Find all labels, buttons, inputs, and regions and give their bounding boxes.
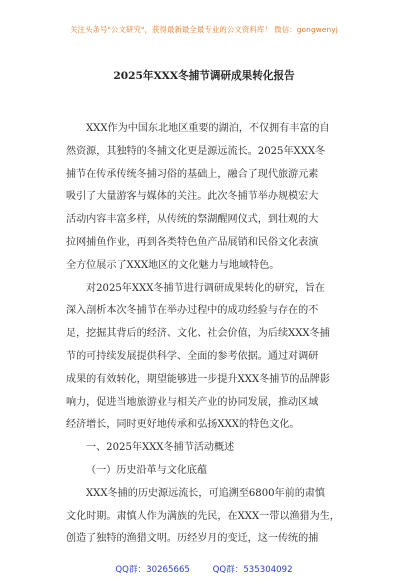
paragraph-line: 节的可持续发展提供科学、全面的参考依据。通过对调研 (66, 350, 319, 362)
footer-qq-group-1: QQ群：30265665 (115, 565, 190, 575)
document-title: 2025年XXX冬捕节调研成果转化报告 (113, 70, 295, 82)
paragraph-line: 然资源，其独特的冬捕文化更是源远流长。2025年XXX冬 (66, 145, 326, 157)
paragraph-line: 足，挖掘其背后的经济、文化、社会价值，为后续XXX冬捕 (66, 328, 330, 340)
paragraph-line: XXX冬捕的历史源远流长，可追溯至6800年前的肃慎 (86, 487, 326, 499)
paragraph-line: 全方位展示了XXX地区的文化魅力与地域特色。 (66, 259, 280, 271)
paragraph-line: 捕节在传承传统冬捕习俗的基础上，融合了现代旅游元素 (66, 168, 319, 180)
paragraph-line: XXX作为中国东北地区重要的湖泊，不仅拥有丰富的自 (86, 123, 330, 134)
paragraph-line: 文化时期。肃慎人作为满族的先民，在XXX一带以渔猎为生， (66, 510, 340, 522)
document-body (66, 118, 354, 551)
paragraph-line: 吸引了大量游客与媒体的关注。此次冬捕节举办规模宏大 (66, 191, 319, 203)
footer (0, 563, 408, 575)
paragraph-line: 经济增长，同时更好地传承和弘扬XXX的特色文化。 (66, 419, 300, 431)
paragraph-line: 对2025年XXX冬捕节进行调研成果转化的研究，旨在 (86, 282, 326, 294)
paragraph-line: 拉网捕鱼作业，再到各类特色鱼产品展销和民俗文化表演 (66, 236, 319, 248)
paragraph-line: 深入剖析本次冬捕节在举办过程中的成功经验与存在的不 (66, 305, 319, 317)
paragraph-line: 活动内容丰富多样，从传统的祭湖醒网仪式，到壮观的大 (66, 214, 319, 226)
paragraph-line: 创造了独特的渔猎文明。历经岁月的变迁，这一传统的捕 (66, 533, 319, 545)
paragraph-line: 成果的有效转化，期望能够进一步提升XXX冬捕节的品牌影 (66, 373, 330, 385)
subsection-heading: （一）历史沿革与文化底蕴 (86, 464, 208, 476)
footer-qq-group-2: QQ群：535304092 (212, 565, 293, 575)
header-notice: 关注头条号"公文研究"，获得最新最全最专业的公文资料库！ 微信：gongwenyj (70, 25, 338, 34)
paragraph-line: 响力，促进当地旅游业与相关产业的协同发展，推动区域 (66, 396, 319, 408)
section-heading: 一、2025年XXX冬捕节活动概述 (86, 442, 235, 454)
